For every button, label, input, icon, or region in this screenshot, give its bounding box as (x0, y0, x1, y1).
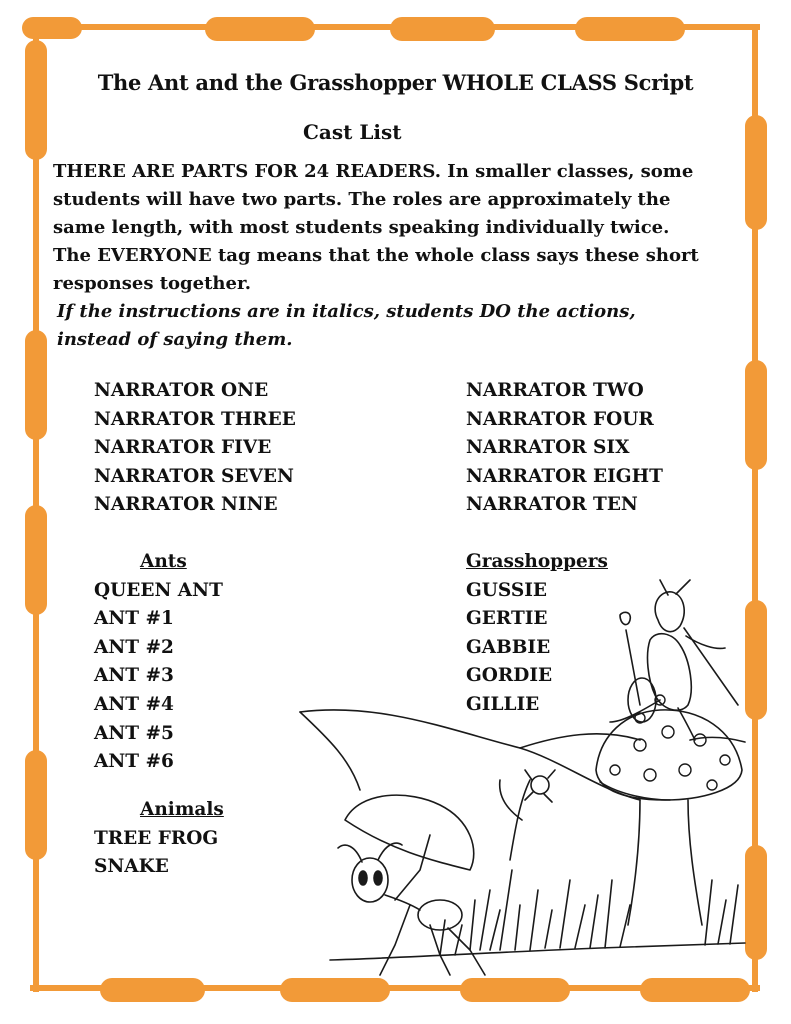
list-item: ANT #6 (94, 751, 174, 773)
list-item: NARRATOR TWO (466, 380, 644, 401)
list-item: SNAKE (94, 856, 169, 878)
animals-heading: Animals (140, 799, 224, 820)
list-item: ANT #3 (94, 665, 174, 687)
animals-column (94, 796, 224, 882)
list-item: ANT #5 (94, 722, 174, 744)
list-item: GORDIE (466, 665, 553, 687)
list-item: NARRATOR TEN (466, 494, 638, 516)
list-item: ANT #1 (94, 608, 174, 630)
list-item: NARRATOR SIX (466, 437, 630, 459)
intro-paragraph-1: THERE ARE PARTS FOR 24 READERS. In smaller classes, some students will have two parts. The roles are approximately the same length, with most students speaking individually twice. (53, 161, 694, 238)
list-item: NARRATOR ONE (94, 380, 269, 401)
list-item: GABBIE (466, 636, 551, 658)
grasshoppers-heading: Grasshoppers (466, 551, 608, 572)
page-title: The Ant and the Grasshopper WHOLE CLASS Script (97, 70, 694, 95)
intro-paragraph-italic: If the instructions are in italics, students DO the actions, instead of saying them. (57, 301, 636, 350)
list-item: NARRATOR NINE (94, 494, 278, 516)
intro-text (53, 158, 713, 354)
ants-heading: Ants (140, 551, 187, 572)
list-item: NARRATOR FIVE (94, 437, 272, 459)
page-subtitle: Cast List (303, 120, 402, 144)
list-item: QUEEN ANT (94, 579, 223, 601)
list-item: GILLIE (466, 693, 540, 715)
intro-paragraph-2: The EVERYONE tag means that the whole class says these short responses together. (53, 245, 699, 294)
list-item: GERTIE (466, 608, 548, 630)
list-item: ANT #4 (94, 693, 174, 715)
list-item: GUSSIE (466, 579, 548, 601)
grasshoppers-column (466, 548, 608, 720)
list-item: ANT #2 (94, 636, 174, 658)
list-item: NARRATOR EIGHT (466, 465, 663, 487)
ants-column (94, 548, 223, 777)
list-item: NARRATOR FOUR (466, 408, 654, 430)
narrators-left-column (94, 377, 296, 520)
narrators-right-column (466, 377, 663, 520)
list-item: NARRATOR THREE (94, 408, 296, 430)
list-item: TREE FROG (94, 827, 219, 849)
list-item: NARRATOR SEVEN (94, 465, 294, 487)
